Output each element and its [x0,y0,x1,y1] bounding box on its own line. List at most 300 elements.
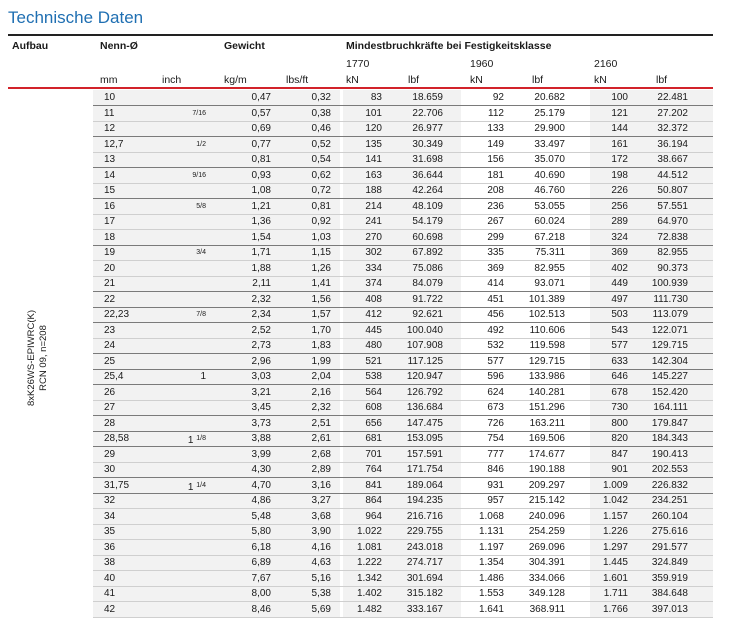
cell-lbsft: 2,51 [311,417,331,429]
table-row [0,292,735,308]
cell-kn2: 456 [487,309,504,320]
cell-kgm: 3,99 [251,448,271,460]
cell-lbf3: 190.413 [651,448,688,460]
cell-kn2: 532 [487,340,504,351]
cell-lbf1: 315.182 [406,588,443,599]
cell-kn2: 92 [492,92,504,103]
cell-kn1: 1.402 [356,588,382,599]
cell-lbf1: 147.475 [406,417,443,429]
cell-lbf1: 75.086 [412,262,443,274]
cell-lbf3: 90.373 [657,262,688,274]
cell-lbf3: 50.807 [657,185,688,196]
cell-kn3: 1.009 [602,479,628,491]
cell-kgm: 4,30 [251,464,271,475]
cell-kn2: 181 [487,169,504,181]
unit-kn-2160: kN [594,74,607,86]
cell-inch [160,152,206,168]
cell-kn3: 577 [611,340,628,351]
cell-lbf2: 60.024 [534,216,565,227]
cell-mm: 31,75 [104,479,130,491]
table-row [0,571,735,587]
cell-kn2: 133 [487,123,504,134]
cell-kn1: 374 [365,278,382,289]
cell-kn2: 726 [487,417,504,429]
cell-lbsft: 1,03 [311,231,331,243]
cell-mm: 16 [104,200,116,212]
cell-lbf3: 226.832 [651,479,688,491]
cell-kn1: 270 [365,231,382,243]
cell-inch: 1 [200,371,206,382]
cell-mm: 15 [104,185,116,196]
data-table-body [0,90,735,617]
unit-lbf-1960: lbf [532,74,544,86]
cell-mm: 40 [104,572,116,584]
unit-kgm: kg/m [224,74,247,86]
cell-kn1: 241 [365,216,382,227]
cell-lbf2: 169.506 [528,433,565,444]
cell-kn3: 543 [611,324,628,336]
cell-lbf3: 44.512 [657,169,688,181]
cell-inch [160,524,206,540]
cell-kgm: 0,81 [251,154,271,165]
cell-lbf2: 101.389 [528,293,565,305]
header-class-1770: 1770 [346,58,370,70]
cell-lbf3: 275.616 [651,526,688,537]
cell-kn3: 730 [611,402,628,413]
table-row [0,90,735,106]
cell-lbf1: 229.755 [406,526,443,537]
table-row [0,400,735,416]
cell-lbsft: 2,68 [311,448,331,460]
cell-kn3: 847 [611,448,628,460]
cell-lbf3: 397.013 [651,603,688,615]
cell-mm: 38 [104,557,116,568]
cell-kn2: 1.197 [478,541,504,553]
cell-kn1: 764 [365,464,382,475]
cell-lbf2: 33.497 [534,138,565,150]
cell-lbsft: 1,57 [311,309,331,320]
cell-lbsft: 0,92 [311,216,331,227]
cell-lbf2: 269.096 [528,541,565,553]
cell-kn2: 335 [487,247,504,258]
cell-lbsft: 3,90 [311,526,331,537]
cell-kn3: 161 [611,138,628,150]
cell-lbf2: 20.682 [534,92,565,103]
cell-kn3: 369 [611,247,628,258]
cell-lbf1: 31.698 [412,154,443,165]
cell-mm: 28 [104,417,116,429]
unit-lbf-2160: lbf [656,74,668,86]
header-aufbau: Aufbau [12,40,49,52]
cell-mm: 12,7 [104,138,124,150]
cell-lbf3: 359.919 [651,572,688,584]
cell-kgm: 4,70 [251,479,271,491]
table-row [0,602,735,618]
cell-kn2: 369 [487,262,504,274]
cell-inch [160,385,206,401]
cell-kn1: 412 [365,309,382,320]
cell-kn1: 163 [365,169,382,181]
cell-kn1: 521 [365,355,382,367]
cell-kn1: 701 [365,448,382,460]
cell-kn1: 1.482 [356,603,382,615]
cell-lbf2: 174.677 [528,448,565,460]
cell-inch [160,586,206,602]
cell-lbsft: 0,46 [311,123,331,134]
cell-lbf3: 384.648 [651,588,688,599]
cell-lbf1: 243.018 [406,541,443,553]
cell-lbf1: 42.264 [412,185,443,196]
cell-lbf1: 60.698 [412,231,443,243]
cell-lbf2: 304.391 [528,557,565,568]
cell-lbf2: 110.606 [529,324,565,336]
cell-kgm: 8,46 [251,603,271,615]
cell-kn2: 957 [487,495,504,506]
cell-lbsft: 1,70 [311,324,331,336]
cell-lbf1: 157.591 [406,448,443,460]
cell-kgm: 2,73 [251,340,271,351]
cell-kgm: 0,47 [251,92,271,103]
cell-lbf3: 164.111 [653,402,688,413]
cell-lbsft: 0,38 [311,107,331,119]
cell-lbf2: 215.142 [528,495,565,506]
cell-kn3: 226 [611,185,628,196]
cell-lbf2: 368.911 [529,603,565,615]
cell-kgm: 3,21 [251,386,271,398]
cell-kn2: 208 [487,185,504,196]
table-row [0,152,735,168]
cell-lbf1: 153.095 [406,433,443,444]
cell-lbsft: 1,41 [311,278,331,289]
cell-inch [160,90,206,106]
cell-kn3: 1.157 [602,510,628,522]
cell-lbf2: 334.066 [528,572,565,584]
cell-lbf1: 54.179 [412,216,443,227]
cell-inch: 7/8 [196,311,206,318]
cell-inch [160,121,206,137]
cell-kn2: 596 [487,371,504,382]
cell-kgm: 1,71 [251,247,271,258]
unit-kn-1770: kN [346,74,359,86]
cell-inch: 1/2 [196,140,206,148]
cell-kn1: 864 [365,495,382,506]
cell-lbf2: 35.070 [534,154,565,165]
cell-mm: 12 [104,123,116,134]
cell-lbf3: 36.194 [657,138,688,150]
cell-kgm: 6,18 [251,541,271,553]
cell-kgm: 0,57 [251,107,271,119]
table-row [0,385,735,401]
cell-lbf3: 202.553 [651,464,688,475]
cell-kn1: 1.022 [356,526,382,537]
cell-lbsft: 5,38 [311,588,331,599]
unit-mm: mm [100,74,118,86]
cell-inch [160,540,206,556]
cell-lbf1: 126.792 [406,386,443,398]
cell-lbf1: 107.908 [406,340,443,351]
header-gewicht: Gewicht [224,40,265,52]
cell-kgm: 1,21 [251,200,271,212]
cell-lbf2: 151.296 [528,402,565,413]
cell-lbsft: 0,52 [311,138,331,150]
cell-lbsft: 0,62 [311,169,331,181]
cell-lbsft: 4,63 [311,557,331,568]
cell-kgm: 2,52 [251,324,271,336]
cell-kgm: 3,45 [251,402,271,413]
cell-kn2: 777 [487,448,504,460]
cell-kgm: 0,69 [251,123,271,134]
cell-kgm: 1,88 [251,262,271,274]
cell-kgm: 8,00 [251,588,271,599]
cell-mm: 22 [104,293,116,305]
cell-mm: 26 [104,386,116,398]
cell-lbf1: 36.644 [412,169,443,181]
cell-kn2: 267 [487,216,504,227]
cell-mm: 34 [104,510,116,522]
cell-inch [160,400,206,416]
table-row [0,323,735,339]
cell-mm: 22,23 [104,309,130,320]
cell-lbf3: 22.481 [657,92,688,103]
cell-kn3: 1.445 [602,557,628,568]
cell-lbf3: 82.955 [657,247,688,258]
cell-kgm: 5,80 [251,526,271,537]
header-top-rule [8,34,713,36]
cell-kgm: 2,11 [252,278,271,289]
cell-kn1: 1.222 [356,557,382,568]
cell-lbf1: 100.040 [406,324,443,336]
cell-lbf2: 67.218 [534,231,565,243]
table-row [0,555,735,571]
cell-lbf2: 119.598 [529,340,565,351]
cell-lbf1: 117.125 [407,355,443,367]
cell-mm: 32 [104,495,116,506]
header-red-rule [8,87,713,89]
cell-kn3: 198 [611,169,628,181]
cell-lbsft: 4,16 [311,541,331,553]
cell-kn3: 503 [611,309,628,320]
cell-lbf1: 120.947 [406,371,443,382]
cell-kn3: 633 [611,355,628,367]
cell-lbsft: 2,32 [311,402,331,413]
cell-kgm: 0,93 [251,169,271,181]
cell-lbf1: 26.977 [412,123,443,134]
cell-mm: 11 [104,107,115,119]
cell-mm: 41 [104,588,116,599]
cell-kn2: 846 [487,464,504,475]
table-row [0,524,735,540]
cell-kn3: 256 [611,200,628,212]
cell-lbsft: 2,61 [311,433,331,444]
cell-inch [160,509,206,525]
cell-lbf3: 100.939 [651,278,688,289]
cell-mm: 27 [104,402,116,413]
cell-lbsft: 1,15 [311,247,331,258]
table-row [0,121,735,137]
cell-inch: 9/16 [192,171,206,179]
cell-lbf3: 260.104 [651,510,688,522]
cell-lbf3: 72.838 [657,231,688,243]
cell-lbsft: 3,16 [311,479,331,491]
cell-mm: 25 [104,355,116,367]
table-row [0,137,735,153]
cell-kn3: 172 [611,154,628,165]
cell-kgm: 4,86 [251,495,271,506]
cell-lbf2: 40.690 [534,169,565,181]
cell-lbf3: 27.202 [657,107,688,119]
construction-line-1: 8xK26WS-EPIWRC(K) [26,309,37,407]
table-row [0,493,735,509]
cell-kn2: 492 [487,324,504,336]
cell-kn1: 1.081 [356,541,382,553]
table-row [0,214,735,230]
cell-lbsft: 1,83 [311,340,331,351]
cell-lbsft: 1,56 [311,293,331,305]
cell-kn3: 402 [611,262,628,274]
cell-lbf1: 22.706 [412,107,443,119]
cell-lbsft: 2,04 [311,371,331,382]
cell-kgm: 7,67 [251,572,271,584]
cell-lbf2: 254.259 [528,526,565,537]
cell-lbf2: 29.900 [534,123,565,134]
cell-kn2: 299 [487,231,504,243]
cell-lbf1: 194.235 [406,495,443,506]
cell-lbsft: 0,54 [311,154,331,165]
cell-lbf1: 189.064 [406,479,443,491]
cell-kn1: 135 [365,138,382,150]
cell-kn2: 1.131 [478,526,504,537]
cell-lbf3: 38.667 [657,154,688,165]
cell-lbf1: 171.754 [406,464,443,475]
table-row [0,540,735,556]
cell-kn2: 1.486 [478,572,504,584]
cell-kgm: 5,48 [251,510,271,522]
header-nenn: Nenn-Ø [100,40,138,52]
cell-lbf3: 234.251 [651,495,688,506]
cell-kn1: 83 [370,92,382,103]
cell-lbf1: 333.167 [406,603,443,615]
cell-kn1: 564 [365,386,382,398]
unit-lbsft: lbs/ft [286,74,309,86]
cell-kgm: 2,96 [251,355,271,367]
cell-kgm: 3,88 [251,433,271,444]
table-row [0,509,735,525]
cell-lbf1: 136.684 [406,402,443,413]
cell-kn1: 214 [365,200,382,212]
cell-lbf1: 91.722 [412,293,443,305]
cell-kn2: 1.068 [478,510,504,522]
cell-kn3: 1.766 [602,603,628,615]
cell-lbf2: 190.188 [528,464,565,475]
cell-kn2: 112 [488,107,504,119]
cell-lbf3: 111.730 [653,293,688,305]
table-row [0,354,735,370]
table-row [0,168,735,184]
cell-kn3: 678 [611,386,628,398]
cell-kn3: 646 [611,371,628,382]
cell-kgm: 3,03 [251,371,271,382]
cell-kn3: 820 [611,433,628,444]
cell-inch [160,276,206,292]
cell-kgm: 1,36 [251,216,271,227]
cell-lbf3: 64.970 [657,216,688,227]
cell-lbf1: 30.349 [412,138,443,150]
table-row [0,462,735,478]
cell-kn1: 538 [365,371,382,382]
cell-lbf1: 301.694 [406,572,443,584]
page-title: Technische Daten [8,8,144,27]
cell-lbsft: 5,16 [311,572,331,584]
table-row [0,338,735,354]
cell-inch: 7/16 [192,109,206,117]
cell-lbf2: 349.128 [528,588,565,599]
cell-kn3: 1.226 [602,526,628,537]
cell-lbsft: 3,27 [311,495,331,506]
header-class-2160: 2160 [594,58,618,70]
cell-kn2: 451 [487,293,504,305]
table-row [0,276,735,292]
construction-line-2: RCN 09, n=208 [38,325,49,391]
cell-inch [160,571,206,587]
cell-kn3: 324 [611,231,628,243]
cell-kn2: 624 [487,386,504,398]
cell-kn3: 1.297 [602,541,628,553]
table-row [0,431,735,447]
header-class-1960: 1960 [470,58,494,70]
cell-inch [160,354,206,370]
cell-kgm: 3,73 [251,417,271,429]
cell-lbf2: 75.311 [535,247,565,258]
cell-inch [160,602,206,618]
cell-mm: 42 [104,603,116,615]
cell-lbsft: 0,81 [311,200,331,212]
cell-kn1: 480 [365,340,382,351]
cell-lbf1: 84.079 [412,278,443,289]
cell-lbf3: 145.227 [651,371,688,382]
cell-kn3: 497 [611,293,628,305]
cell-inch [160,555,206,571]
cell-kn2: 156 [487,154,504,165]
cell-kn3: 449 [611,278,628,289]
cell-mm: 28,58 [104,433,130,444]
cell-lbsft: 0,32 [311,92,331,103]
cell-lbf2: 46.760 [534,185,565,196]
cell-kn1: 964 [365,510,382,522]
cell-mm: 21 [104,278,116,289]
cell-kn1: 656 [365,417,382,429]
cell-lbf3: 113.079 [652,309,688,320]
cell-lbf3: 122.071 [651,324,688,336]
cell-kn1: 302 [365,247,382,258]
cell-inch [160,183,206,199]
cell-lbf3: 184.343 [651,433,688,444]
cell-kn2: 673 [487,402,504,413]
cell-mm: 29 [104,448,116,460]
cell-kn2: 754 [487,433,504,444]
cell-inch [160,214,206,230]
cell-lbf2: 240.096 [528,510,565,522]
cell-lbf1: 92.621 [412,309,443,320]
cell-lbf2: 163.211 [529,417,565,429]
cell-mm: 20 [104,262,116,274]
cell-kn1: 445 [365,324,382,336]
cell-kn1: 841 [365,479,382,491]
cell-kn2: 577 [487,355,504,367]
table-row [0,369,735,385]
cell-inch [160,230,206,246]
cell-kn3: 1.042 [602,495,628,506]
cell-lbf3: 324.849 [651,557,688,568]
